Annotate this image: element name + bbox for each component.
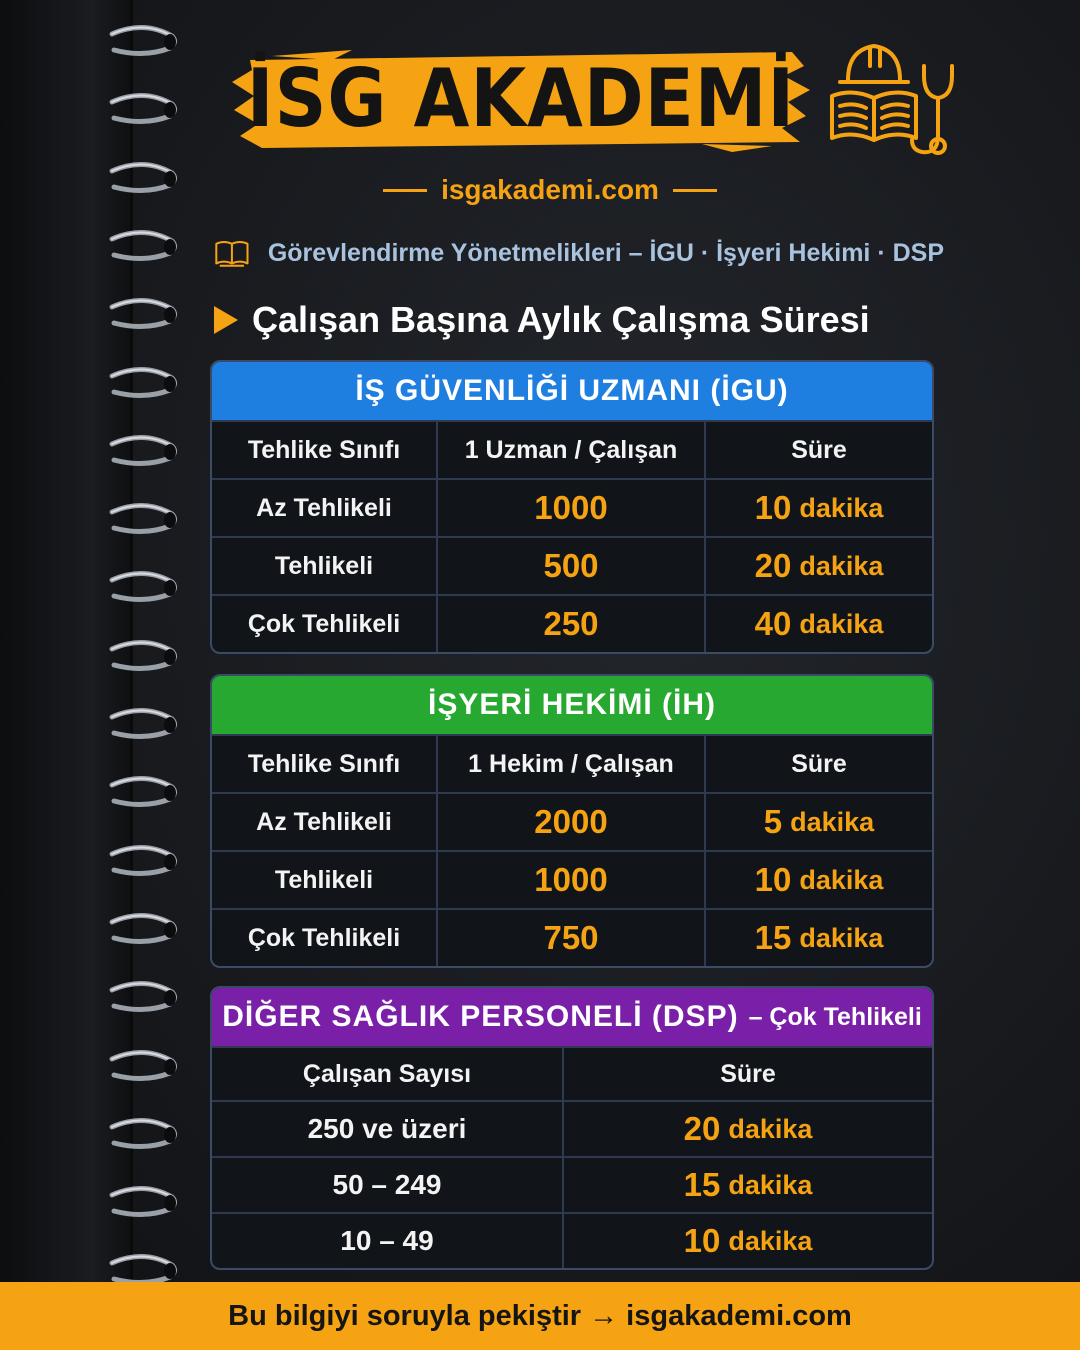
duration-cell	[562, 1102, 932, 1156]
dsp-table-title	[212, 988, 932, 1046]
duration-cell	[562, 1214, 932, 1268]
duration-cell	[704, 480, 932, 536]
footer-cta-banner[interactable]: Bu bilgiyi soruyla pekiştir → isgakademi.com	[0, 1282, 1080, 1350]
spiral-ring	[108, 22, 180, 62]
spiral-ring	[108, 978, 180, 1018]
duration-value: 40	[754, 605, 792, 642]
table-row	[212, 478, 932, 536]
ih-table	[210, 674, 934, 968]
dsp-subtitle: – Çok Tehlikeli	[748, 1002, 922, 1031]
spiral-ring	[108, 773, 180, 813]
duration-value: 15	[683, 1166, 721, 1203]
duration-value: 10	[754, 489, 792, 526]
hazard-class-cell: Tehlikeli	[274, 551, 374, 580]
table-row	[212, 1100, 932, 1156]
brand-title: İSG AKADEMİ	[246, 50, 796, 146]
employee-count-cell: 250	[436, 596, 704, 652]
table-header-row	[212, 420, 932, 478]
duration-value: 15	[754, 919, 792, 956]
table-row	[212, 908, 932, 966]
duration-unit: dakika	[790, 806, 875, 837]
column-header: Tehlike Sınıfı	[247, 749, 401, 778]
column-header: Çalışan Sayısı	[302, 1059, 472, 1088]
duration-value: 20	[683, 1110, 721, 1147]
spiral-ring	[108, 500, 180, 540]
duration-unit: dakika	[799, 922, 884, 953]
divider	[673, 189, 717, 192]
duration-unit: dakika	[728, 1113, 813, 1144]
table-row	[212, 850, 932, 908]
employee-count-cell: 750	[436, 910, 704, 966]
spiral-ring	[108, 1115, 180, 1155]
duration-value: 20	[754, 547, 792, 584]
hazard-class-cell: Az Tehlikeli	[256, 807, 392, 836]
table-header-row	[212, 1046, 932, 1100]
hardhat-book-stethoscope-icon	[826, 36, 958, 164]
site-url[interactable]: isgakademi.com	[441, 174, 659, 205]
spiral-ring	[108, 568, 180, 608]
table-row	[212, 1156, 932, 1212]
section-title-text: Çalışan Başına Aylık Çalışma Süresi	[252, 299, 870, 340]
duration-cell	[562, 1158, 932, 1212]
play-triangle-icon	[214, 306, 238, 334]
column-header: Süre	[562, 1048, 932, 1100]
regulations-text: Görevlendirme Yönetmelikleri – İGU · İşyeri Hekimi · DSP	[267, 238, 944, 267]
duration-value: 10	[754, 861, 792, 898]
regulations-row	[214, 226, 944, 280]
spiral-ring	[108, 295, 180, 335]
duration-unit: dakika	[728, 1169, 813, 1200]
duration-value: 5	[763, 803, 783, 840]
employee-count-cell: 1000	[436, 480, 704, 536]
dsp-table	[210, 986, 934, 1270]
column-header: 1 Uzman / Çalışan	[436, 422, 704, 478]
employee-range-cell: 50 – 249	[332, 1169, 442, 1200]
spiral-ring	[108, 705, 180, 745]
ih-table-title: İŞYERİ HEKİMİ (İH)	[212, 676, 932, 734]
duration-value: 10	[683, 1222, 721, 1259]
spiral-ring	[108, 159, 180, 199]
duration-unit: dakika	[799, 550, 884, 581]
employee-count-cell: 1000	[436, 852, 704, 908]
divider	[383, 189, 427, 192]
site-url-row	[380, 170, 720, 210]
table-row	[212, 594, 932, 652]
hazard-class-cell: Tehlikeli	[274, 865, 374, 894]
duration-cell	[704, 794, 932, 850]
duration-cell	[704, 538, 932, 594]
employee-count-cell: 500	[436, 538, 704, 594]
table-row	[212, 792, 932, 850]
employee-count-cell: 2000	[436, 794, 704, 850]
employee-range-cell: 250 ve üzeri	[307, 1113, 467, 1144]
table-row	[212, 1212, 932, 1268]
hazard-class-cell: Çok Tehlikeli	[247, 609, 401, 638]
duration-cell	[704, 596, 932, 652]
igu-table-title: İŞ GÜVENLİĞİ UZMANI (İGU)	[212, 362, 932, 420]
hazard-class-cell: Az Tehlikeli	[256, 493, 392, 522]
table-header-row	[212, 734, 932, 792]
spiral-ring	[108, 227, 180, 267]
employee-range-cell: 10 – 49	[340, 1225, 434, 1256]
spiral-ring	[108, 842, 180, 882]
spiral-ring	[108, 910, 180, 950]
duration-cell	[704, 910, 932, 966]
spiral-ring	[108, 1183, 180, 1223]
duration-cell	[704, 852, 932, 908]
book-icon	[214, 229, 250, 277]
section-title	[214, 292, 954, 348]
spiral-ring	[108, 1047, 180, 1087]
spiral-ring	[108, 90, 180, 130]
column-header: 1 Hekim / Çalışan	[436, 736, 704, 792]
table-row	[212, 536, 932, 594]
duration-unit: dakika	[728, 1225, 813, 1256]
spiral-ring	[108, 432, 180, 472]
duration-unit: dakika	[799, 492, 884, 523]
spiral-ring	[108, 637, 180, 677]
spiral-ring	[108, 364, 180, 404]
duration-unit: dakika	[799, 608, 884, 639]
duration-unit: dakika	[799, 864, 884, 895]
column-header: Tehlike Sınıfı	[247, 435, 401, 464]
column-header: Süre	[704, 736, 932, 792]
dsp-title-text: DİĞER SAĞLIK PERSONELİ (DSP)	[222, 1000, 739, 1033]
column-header: Süre	[704, 422, 932, 478]
igu-table	[210, 360, 934, 654]
hazard-class-cell: Çok Tehlikeli	[247, 923, 401, 952]
